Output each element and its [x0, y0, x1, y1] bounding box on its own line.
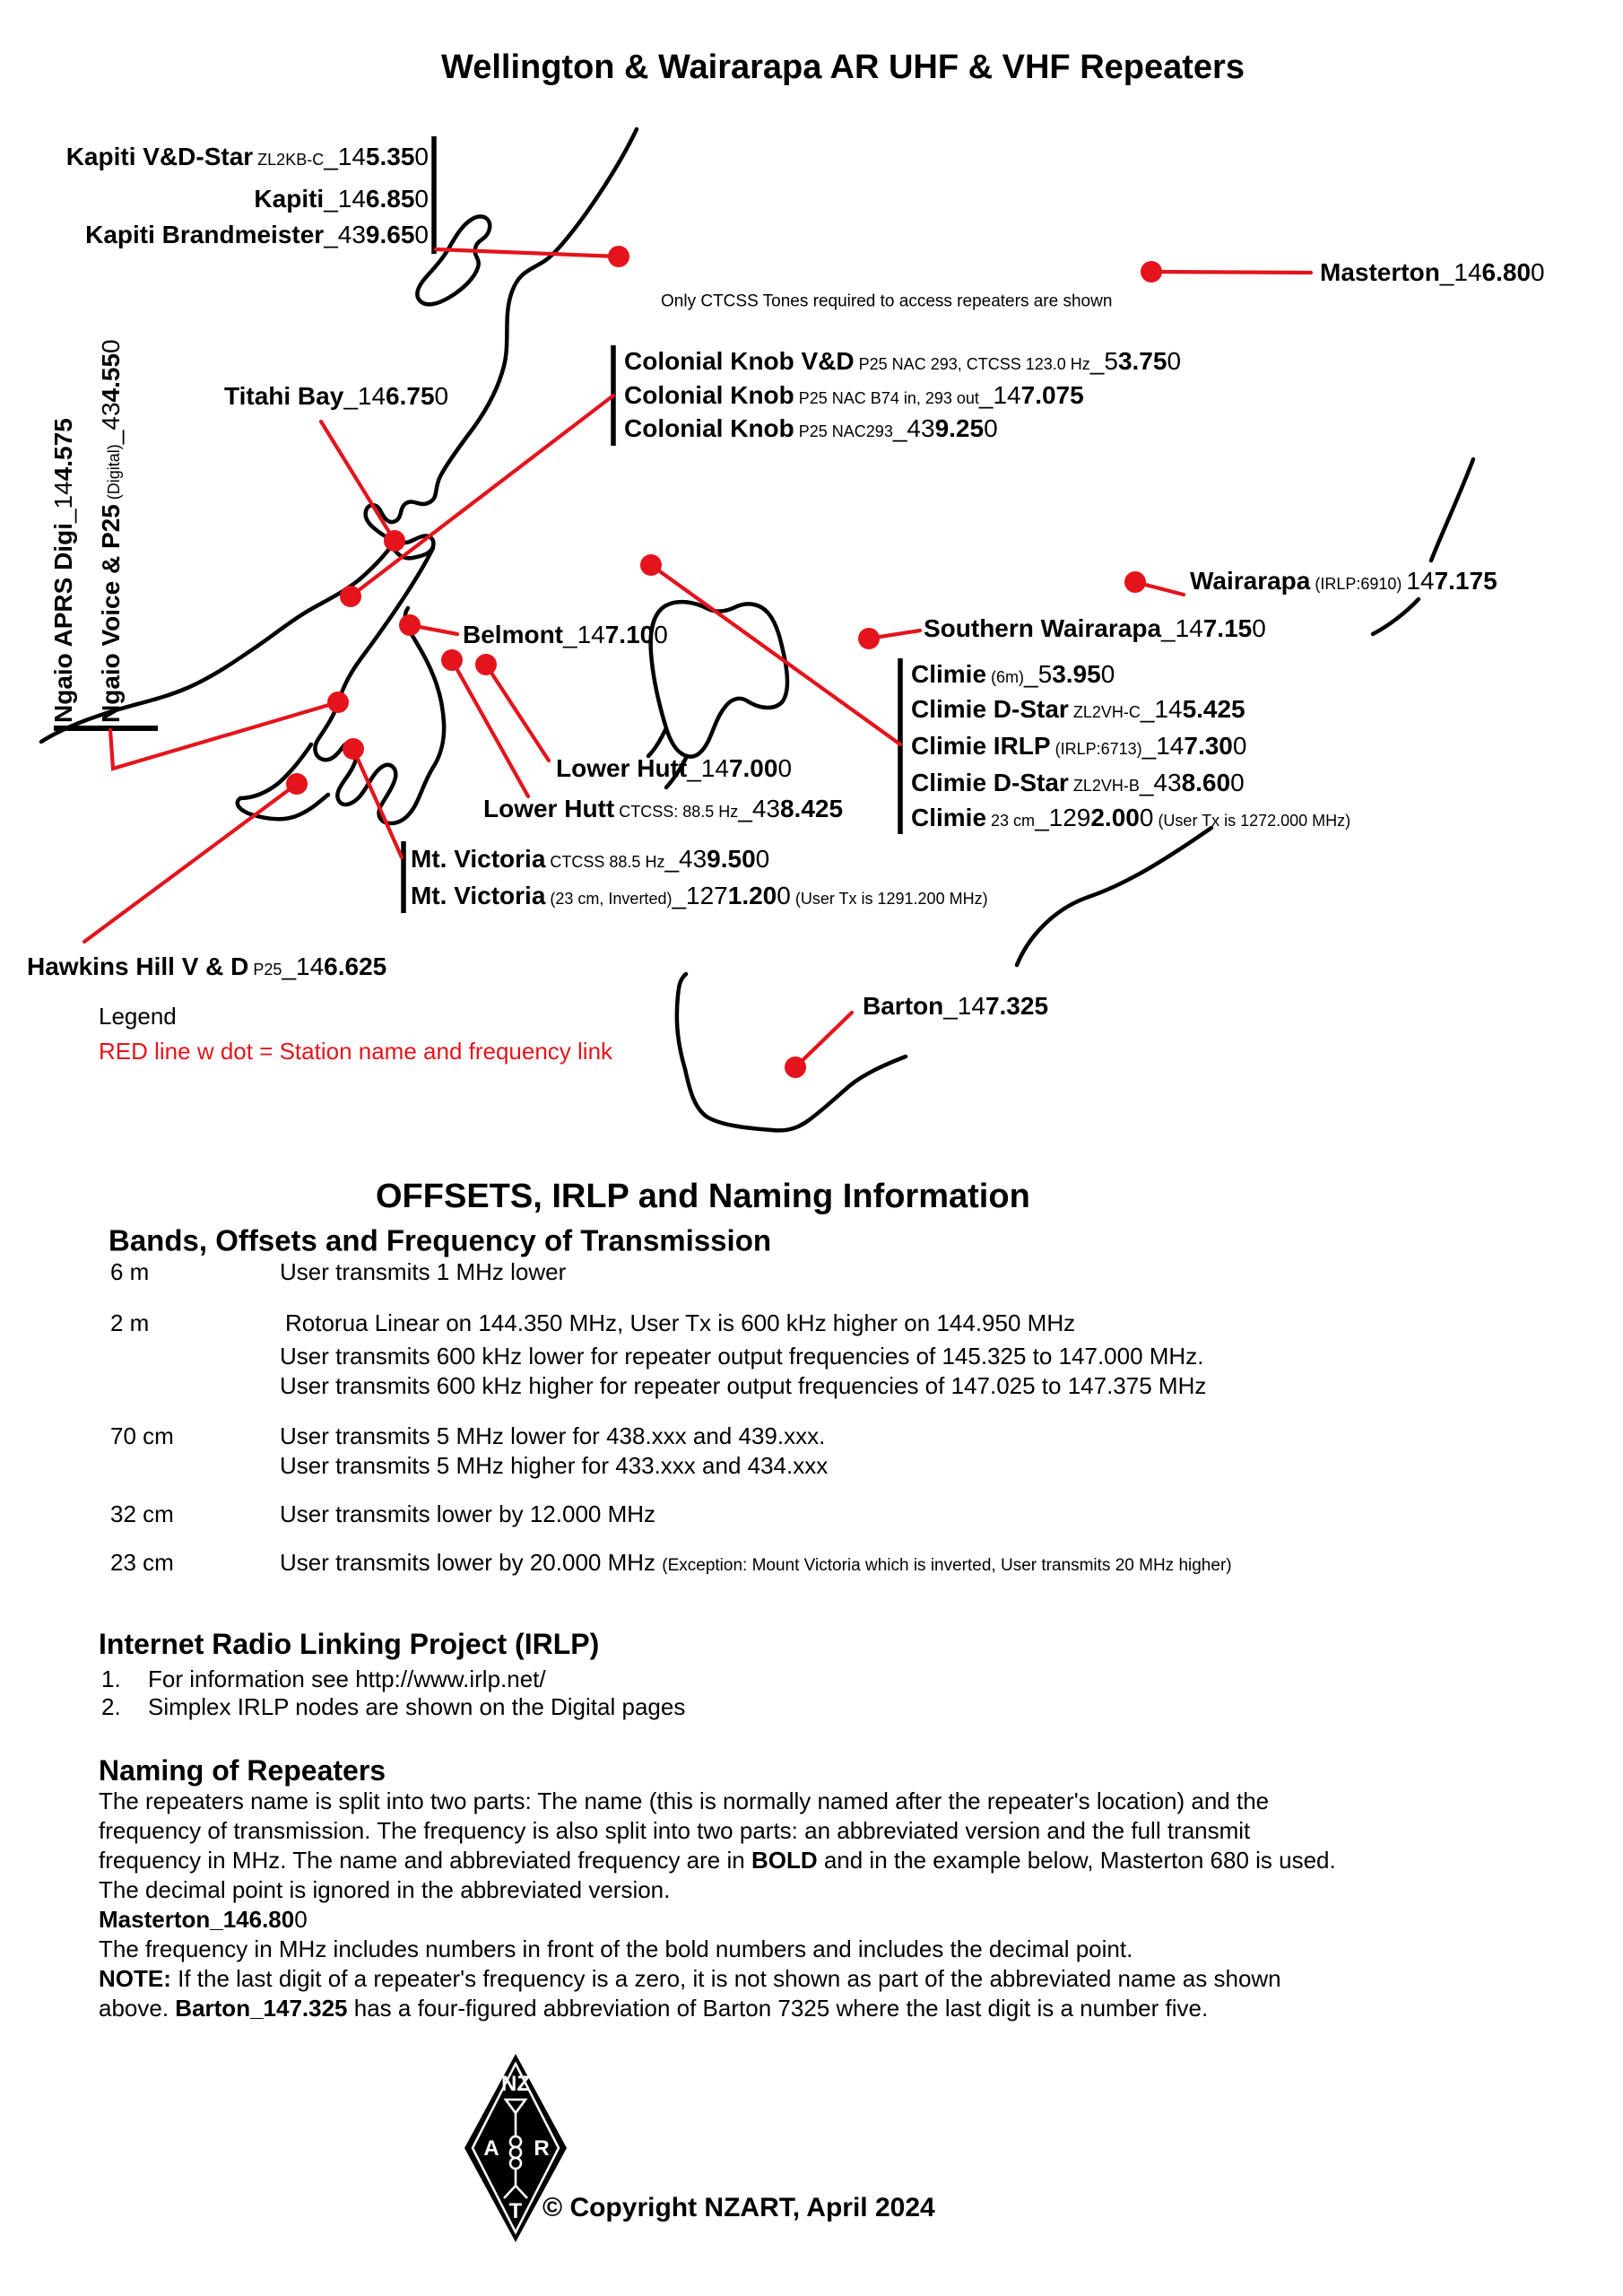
station-label-mt-victoria-23cm: Mt. Victoria (23 cm, Inverted)_1271.200 (User Tx is 1291.200 MHz) — [411, 882, 988, 909]
irlp-item-text: For information see http://www.irlp.net/ — [148, 1665, 546, 1692]
coastline-wellington-city — [315, 548, 444, 823]
station-name: Titahi Bay — [224, 382, 344, 410]
coastline-wairarapa-upper — [1431, 459, 1473, 561]
station-note: (User Tx is 1291.200 MHz) — [790, 890, 988, 908]
southern-wairarapa-station-dot — [858, 628, 880, 649]
station-name: Colonial Knob V&D — [624, 347, 855, 375]
naming-paragraph-line: above. Barton_147.325 has a four-figured abbreviation of Barton 7325 where the last digit is a number five. — [99, 1995, 1209, 2022]
station-subtext: ZL2KB-C — [253, 151, 325, 169]
station-label-kapiti-brandmeister: Kapiti Brandmeister_439.650 — [85, 221, 429, 248]
station-name: Hawkins Hill V & D — [27, 952, 249, 980]
band-text: User transmits lower by 20.000 MHz (Exception: Mount Victoria which is inverted, User transmits 20 MHz higher) — [280, 1549, 1232, 1576]
ctcss-note: Only CTCSS Tones required to access repeaters are shown — [661, 291, 1113, 311]
station-subtext: (Digital) — [105, 444, 123, 505]
station-label-wairarapa: Wairarapa (IRLP:6910) 147.175 — [1190, 567, 1497, 595]
station-label-climie-6m: Climie (6m)_53.950 — [911, 660, 1115, 688]
station-label-ngaio-aprs-digi: Ngaio APRS Digi_144.575 — [49, 418, 77, 723]
station-label-masterton: Masterton_146.800 — [1320, 258, 1545, 286]
climie-link-line — [651, 565, 900, 744]
station-name: Kapiti V&D-Star — [65, 143, 254, 170]
station-subtext: CTCSS: 88.5 Hz — [614, 803, 739, 821]
station-label-kapiti-vd-star: Kapiti V&D-Star ZL2KB-C_145.350 — [65, 143, 429, 170]
logo-letter-r: R — [534, 2136, 550, 2161]
station-note: (User Tx is 1272.000 MHz) — [1153, 812, 1351, 830]
station-label-titahi-bay: Titahi Bay_146.750 — [224, 382, 449, 410]
station-name: Mt. Victoria — [411, 845, 546, 873]
station-label-mt-victoria-70cm: Mt. Victoria CTCSS 88.5 Hz_439.500 — [411, 845, 770, 873]
band-text: User transmits 5 MHz higher for 433.xxx and 434.xxx — [280, 1452, 829, 1479]
copyright-text: © Copyright NZART, April 2024 — [542, 2193, 935, 2222]
station-name: Colonial Knob — [624, 414, 794, 442]
lower-hutt-70cm-link-line — [452, 660, 528, 796]
station-name: Kapiti — [254, 185, 325, 213]
mt-victoria-station-dot — [343, 738, 364, 760]
masterton-station-dot — [1141, 261, 1162, 283]
station-label-climie-23cm: Climie 23 cm_1292.000 (User Tx is 1272.000 MHz) — [911, 804, 1351, 831]
station-subtext: 23 cm — [986, 812, 1036, 830]
station-subtext: P25 NAC B74 in, 293 out — [794, 389, 979, 407]
station-subtext: CTCSS 88.5 Hz — [545, 853, 665, 871]
station-name: Colonial Knob — [624, 381, 794, 409]
station-name: Ngaio Voice & P25 — [97, 504, 125, 723]
station-label-colonial-knob-vd: Colonial Knob V&D P25 NAC 293, CTCSS 123.0 Hz_53.750 — [624, 347, 1182, 375]
station-name: Southern Wairarapa — [924, 614, 1162, 642]
ngaio-station-dot — [327, 691, 349, 713]
naming-paragraph-line: The decimal point is ignored in the abbreviated version. — [99, 1876, 671, 1903]
station-subtext: ZL2VH-B — [1068, 777, 1140, 795]
station-label-colonial-knob-70cm: Colonial Knob P25 NAC293_439.250 — [624, 414, 998, 442]
wairarapa-station-dot — [1124, 571, 1146, 593]
station-name: Ngaio APRS Digi — [49, 523, 77, 723]
naming-heading: Naming of Repeaters — [99, 1754, 386, 1787]
climie-station-dot — [640, 554, 662, 576]
band-text: User transmits lower by 12.000 MHz — [280, 1500, 656, 1527]
band-text: User transmits 600 kHz lower for repeater output frequencies of 145.325 to 147.000 MHz. — [280, 1343, 1204, 1370]
barton-link-line — [795, 1013, 852, 1067]
band-label-6m: 6 m — [110, 1258, 150, 1285]
station-subtext: P25 NAC293 — [794, 422, 893, 440]
station-name: Mt. Victoria — [411, 882, 546, 909]
station-label-colonial-knob-2m: Colonial Knob P25 NAC B74 in, 293 out_147.075 — [624, 381, 1084, 409]
titahi-link-line — [321, 422, 395, 541]
coastline-south-coast-city — [238, 744, 328, 819]
naming-paragraph-line: NOTE: If the last digit of a repeater's frequency is a zero, it is not shown as part of the abbreviated name as shown — [99, 1965, 1281, 1992]
station-subtext: (IRLP:6910) — [1310, 575, 1407, 593]
station-name: Wairarapa — [1190, 567, 1311, 595]
naming-paragraph-line: frequency in MHz. The name and abbreviated frequency are in BOLD and in the example below, Masterton 680 is used. — [99, 1847, 1336, 1874]
logo-letter-a: A — [483, 2136, 499, 2161]
colonial-knob-link-line — [351, 396, 613, 596]
legend-heading: Legend — [99, 1003, 177, 1030]
coastline-harbour-entrance-west — [648, 728, 666, 756]
naming-paragraph-line: frequency of transmission. The frequency is also split into two parts: an abbreviated version and the full transmit — [99, 1817, 1251, 1844]
station-name: Barton — [863, 992, 944, 1020]
hawkins-hill-link-line — [84, 784, 297, 942]
coastline-wairarapa-lower — [1373, 599, 1419, 634]
station-label-southern-wairarapa: Southern Wairarapa_147.150 — [924, 614, 1266, 642]
station-name: Climie — [911, 660, 987, 688]
station-label-kapiti: Kapiti_146.850 — [254, 185, 429, 213]
legend-text: RED line w dot = Station name and frequency link — [99, 1038, 613, 1065]
logo-letters-nz: NZ — [501, 2072, 530, 2096]
offsets-subheading: Bands, Offsets and Frequency of Transmission — [108, 1223, 772, 1257]
station-name: Climie D-Star — [911, 695, 1069, 723]
station-name: Lower Hutt — [483, 795, 615, 822]
station-label-hawkins-hill: Hawkins Hill V & D P25_146.625 — [27, 952, 387, 980]
band-label-2m: 2 m — [110, 1309, 150, 1336]
station-name: Climie D-Star — [911, 769, 1069, 796]
station-label-ngaio-voice-p25: Ngaio Voice & P25 (Digital)_434.550 — [97, 339, 125, 723]
station-label-climie-irlp: Climie IRLP (IRLP:6713)_147.300 — [911, 732, 1247, 760]
irlp-item-number: 1. — [101, 1665, 121, 1692]
barton-station-dot — [785, 1057, 806, 1078]
logo-letter-t: T — [508, 2199, 523, 2223]
band-label-23cm: 23 cm — [110, 1549, 174, 1576]
titahi-station-dot — [384, 530, 405, 552]
lower-hutt-70cm-station-dot — [441, 649, 463, 671]
hawkins-hill-station-dot — [286, 773, 308, 795]
station-label-climie-dstar-b: Climie D-Star ZL2VH-B_438.600 — [911, 769, 1245, 796]
station-subtext: (6m) — [986, 668, 1025, 686]
band-text: User transmits 5 MHz lower for 438.xxx and 439.xxx. — [280, 1422, 826, 1449]
station-label-belmont: Belmont_147.100 — [463, 621, 668, 648]
mt-victoria-link-line — [353, 749, 402, 857]
station-name: Masterton — [1320, 258, 1440, 286]
kapiti-link-line — [436, 249, 619, 257]
band-text: User transmits 1 MHz lower — [280, 1258, 567, 1285]
band-exception-note: (Exception: Mount Victoria which is inverted, User transmits 20 MHz higher) — [662, 1556, 1232, 1575]
station-name: Climie — [911, 804, 987, 831]
station-subtext: P25 — [248, 961, 282, 978]
station-label-climie-dstar-c: Climie D-Star ZL2VH-C_145.425 — [911, 695, 1245, 723]
station-name: Belmont — [463, 621, 563, 648]
irlp-item-text: Simplex IRLP nodes are shown on the Digital pages — [148, 1693, 686, 1720]
naming-paragraph-line: The repeaters name is split into two parts: The name (this is normally named after the repeater's location) and the — [99, 1787, 1270, 1814]
station-subtext: (23 cm, Inverted) — [545, 890, 673, 908]
band-text: User transmits 600 kHz higher for repeater output frequencies of 147.025 to 147.375 MHz — [280, 1372, 1207, 1399]
irlp-item-number: 2. — [101, 1693, 121, 1720]
ngaio-link-line — [110, 702, 338, 769]
coastline-north-east-coast — [1017, 828, 1211, 965]
page-title: Wellington & Wairarapa AR UHF & VHF Repeaters — [441, 48, 1245, 86]
kapiti-station-dot — [608, 246, 629, 267]
station-name: Climie IRLP — [911, 732, 1051, 760]
station-label-lower-hutt-2m: Lower Hutt_147.000 — [556, 754, 793, 782]
belmont-station-dot — [399, 614, 421, 636]
band-label-70cm: 70 cm — [110, 1422, 174, 1449]
irlp-heading: Internet Radio Linking Project (IRLP) — [99, 1628, 600, 1660]
lower-hutt-2m-station-dot — [475, 654, 497, 675]
naming-example: Masterton_146.800 — [99, 1906, 308, 1933]
masterton-link-line — [1151, 272, 1311, 273]
station-name: Lower Hutt — [556, 754, 688, 782]
colonial-knob-station-dot — [340, 586, 361, 607]
band-label-32cm: 32 cm — [110, 1500, 174, 1527]
naming-paragraph-line: The frequency in MHz includes numbers in front of the bold numbers and includes the decimal point. — [99, 1935, 1133, 1962]
lower-hutt-2m-link-line — [486, 665, 549, 761]
station-subtext: (IRLP:6713) — [1050, 740, 1142, 758]
coastline-wellington-harbour — [651, 602, 787, 757]
station-name: Kapiti Brandmeister — [85, 221, 325, 248]
station-subtext: ZL2VH-C — [1068, 703, 1141, 721]
station-label-barton: Barton_147.325 — [863, 992, 1049, 1020]
station-label-lower-hutt-70cm: Lower Hutt CTCSS: 88.5 Hz_438.425 — [483, 795, 844, 822]
offsets-heading: OFFSETS, IRLP and Naming Information — [376, 1178, 1030, 1215]
band-text: Rotorua Linear on 144.350 MHz, User Tx is 600 kHz higher on 144.950 MHz — [285, 1309, 1076, 1336]
station-subtext: P25 NAC 293, CTCSS 123.0 Hz — [854, 355, 1090, 373]
